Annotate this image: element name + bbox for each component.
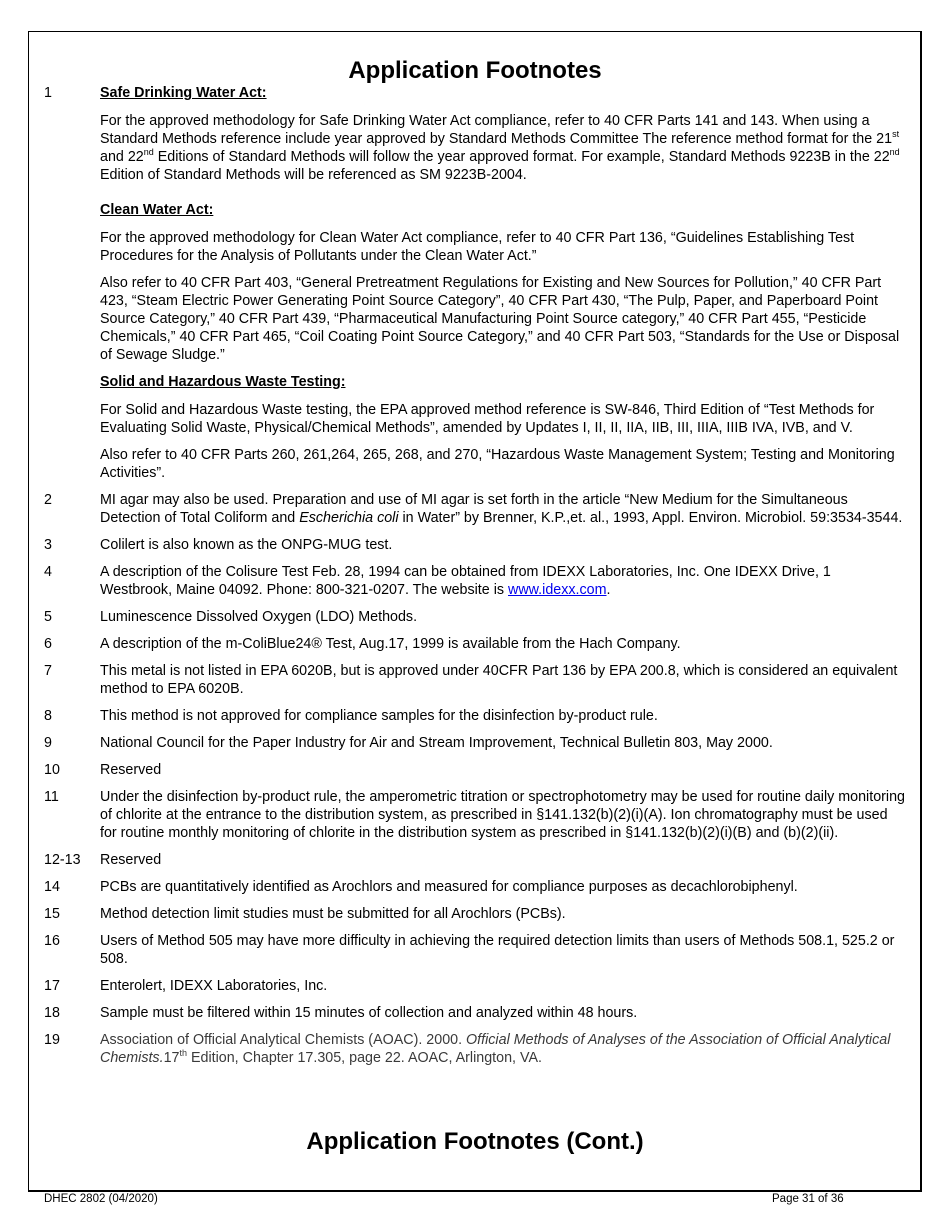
cwa-paragraph-1: For the approved methodology for Clean Water Act compliance, refer to 40 CFR Part 136, “Guidelines Establishing Test Procedures for the Analysis of Pollutants under the Clean Water Act.” <box>100 230 855 264</box>
footnote-1 <box>44 84 906 482</box>
page-number: Page 31 of 36 <box>772 1193 844 1205</box>
footnote-number: 9 <box>44 735 52 751</box>
footnote-number: 6 <box>44 636 52 652</box>
footnote-body: Method detection limit studies must be submitted for all Arochlors (PCBs). <box>100 906 566 922</box>
footnote-7 <box>44 662 906 698</box>
footnote-body <box>100 84 906 482</box>
footnote-15 <box>44 905 906 923</box>
footnote-number: 8 <box>44 708 52 724</box>
footnote-body: This metal is not listed in EPA 6020B, but is approved under 40CFR Part 136 by EPA 200.8, which is considered an equivalent method to EPA 6020B. <box>100 663 898 697</box>
footnote-16 <box>44 932 906 968</box>
footnote-body: Under the disinfection by-product rule, the amperometric titration or spectrophotometry may be used for routine daily monitoring of chlorite at the entrance to the distribution system, as prescribed in §141.132(b)(2)(i)(A). Ion chromatography must be used for routine monthly monitoring of chlorite in the distribution system as prescribed in §141.132(b)(2)(i)(B) and (b)(2)(ii). <box>100 789 905 841</box>
cwa-paragraph-2: Also refer to 40 CFR Part 403, “General Pretreatment Regulations for Existing and New Sources for Pollution,” 40 CFR Part 423, “Steam Electric Power Generating Point Source Category”, 40 CFR Part 430, “The Pulp, Paper, and Paperboard Point Source Category,” 40 CFR Part 439, “Pharmaceutical Manufacturing Point Source category,” 40 CFR Part 455, “Pesticide Chemicals,” 40 CFR Part 465, “Coil Coating Point Source Category,” and 40 CFR Part 503, “Standards for the Use or Disposal of Sewage Sludge.” <box>100 275 900 363</box>
footnote-number: 4 <box>44 564 52 580</box>
sdwa-heading: Safe Drinking Water Act: <box>100 85 267 101</box>
footnote-body: Luminescence Dissolved Oxygen (LDO) Methods. <box>100 609 418 625</box>
footnote-4 <box>44 563 906 599</box>
footnote-11 <box>44 788 906 842</box>
footnote-10 <box>44 761 906 779</box>
footnote-number: 2 <box>44 492 52 508</box>
shw-paragraph-2: Also refer to 40 CFR Parts 260, 261,264, 265, 268, and 270, “Hazardous Waste Management System; Testing and Monitoring Activities”. <box>100 447 895 481</box>
footnote-number: 18 <box>44 1005 60 1021</box>
footnote-number: 3 <box>44 537 52 553</box>
footnote-2 <box>44 491 906 527</box>
idexx-website-link[interactable]: www.idexx.com <box>508 582 607 598</box>
footnote-number: 5 <box>44 609 52 625</box>
footnote-body: National Council for the Paper Industry for Air and Stream Improvement, Technical Bulletin 803, May 2000. <box>100 735 773 751</box>
page-title: Application Footnotes <box>348 57 602 84</box>
footnote-19 <box>44 1031 906 1067</box>
footnote-body: This method is not approved for compliance samples for the disinfection by-product rule. <box>100 708 658 724</box>
footnote-17 <box>44 977 906 995</box>
footnote-number: 1 <box>44 85 52 101</box>
footnote-8 <box>44 707 906 725</box>
footnote-number: 16 <box>44 933 60 949</box>
footnote-14 <box>44 878 906 896</box>
footnote-3 <box>44 536 906 554</box>
footnote-number: 14 <box>44 879 60 895</box>
footnote-number: 19 <box>44 1032 60 1048</box>
footnote-12-13 <box>44 851 906 869</box>
footnote-body: Reserved <box>100 852 162 868</box>
footnote-body: Association of Official Analytical Chemists (AOAC). 2000. Official Methods of Analyses of the Association of Official Analytical Chemists.17th Edition, Chapter 17.305, page 22. AOAC, Arlington, VA. <box>100 1032 891 1066</box>
form-id: DHEC 2802 (04/2020) <box>44 1193 158 1205</box>
footnotes-list <box>44 84 906 1076</box>
continued-title: Application Footnotes (Cont.) <box>306 1128 644 1155</box>
footnote-number: 11 <box>44 789 59 805</box>
cwa-heading: Clean Water Act: <box>100 202 214 218</box>
footnote-9 <box>44 734 906 752</box>
footnote-5 <box>44 608 906 626</box>
footnote-body: Enterolert, IDEXX Laboratories, Inc. <box>100 978 328 994</box>
footnote-body: PCBs are quantitatively identified as Arochlors and measured for compliance purposes as decachlorobiphenyl. <box>100 879 798 895</box>
footnote-body: Colilert is also known as the ONPG-MUG test. <box>100 537 393 553</box>
footnote-body: Reserved <box>100 762 162 778</box>
footnote-number: 15 <box>44 906 60 922</box>
sdwa-paragraph: For the approved methodology for Safe Drinking Water Act compliance, refer to 40 CFR Parts 141 and 143. When using a Standard Methods reference include year approved by Standard Methods Committee The reference method format for the 21st and 22nd Editions of Standard Methods will follow the year approved format. For example, Standard Methods 9223B in the 22nd Edition of Standard Methods will be referenced as SM 9223B-2004. <box>100 113 900 183</box>
footnote-body: Sample must be filtered within 15 minutes of collection and analyzed within 48 hours. <box>100 1005 638 1021</box>
shw-heading: Solid and Hazardous Waste Testing: <box>100 374 346 390</box>
footnote-body: A description of the m-ColiBlue24® Test, Aug.17, 1999 is available from the Hach Company. <box>100 636 681 652</box>
footnote-number: 17 <box>44 978 60 994</box>
footnote-number: 12-13 <box>44 852 81 868</box>
footnote-18 <box>44 1004 906 1022</box>
footnote-body: A description of the Colisure Test Feb. 28, 1994 can be obtained from IDEXX Laboratories, Inc. One IDEXX Drive, 1 Westbrook, Maine 04092. Phone: 800-321-0207. The website is www.idexx.com. <box>100 564 831 598</box>
footnote-6 <box>44 635 906 653</box>
footnote-number: 7 <box>44 663 52 679</box>
footnote-body: Users of Method 505 may have more difficulty in achieving the required detection limits than users of Methods 508.1, 525.2 or 508. <box>100 933 895 967</box>
shw-paragraph-1: For Solid and Hazardous Waste testing, the EPA approved method reference is SW-846, Third Edition of “Test Methods for Evaluating Solid Waste, Physical/Chemical Methods”, amended by Updates I, II, II, IIA, IIB, III, IIIA, IIIB IVA, IVB, and V. <box>100 402 875 436</box>
footnote-body: MI agar may also be used. Preparation and use of MI agar is set forth in the article “New Medium for the Simultaneous Detection of Total Coliform and Escherichia coli in Water” by Brenner, K.P.,et. al., 1993, Appl. Environ. Microbiol. 59:3534-3544. <box>100 492 903 526</box>
footnote-number: 10 <box>44 762 60 778</box>
